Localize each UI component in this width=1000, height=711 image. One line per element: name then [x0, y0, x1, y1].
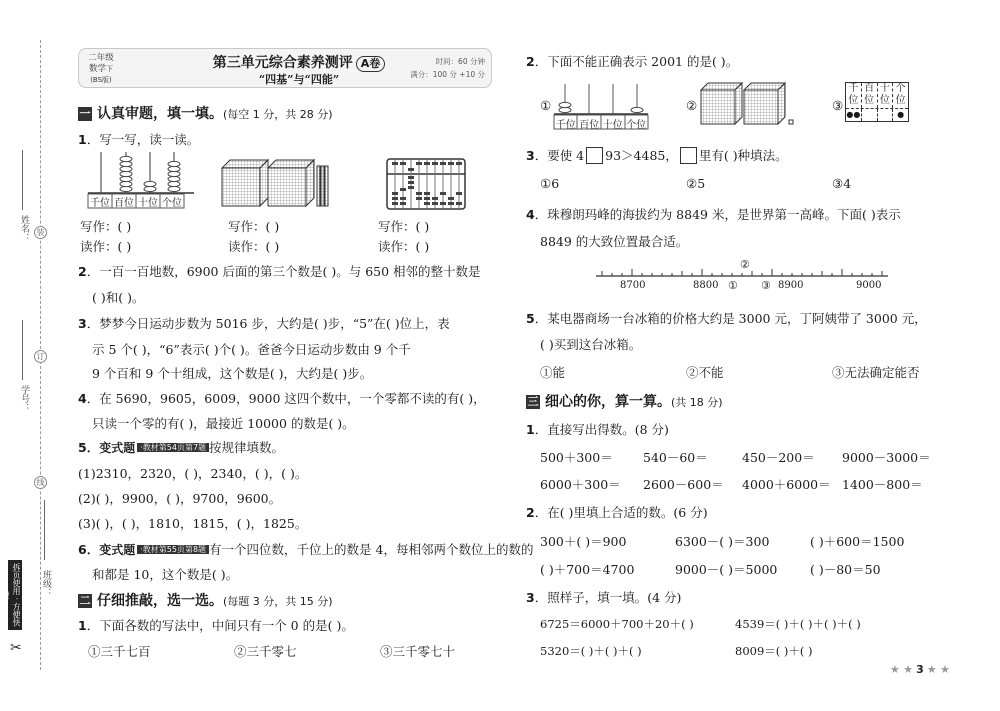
usage-stamp: 拆页使用 · 方便快捷 — [8, 560, 22, 630]
q1-5-row2: (2)( )，9900，( )，9700，9600。 — [78, 491, 282, 506]
subject: 数学 — [88, 64, 106, 74]
answer-box[interactable] — [680, 147, 697, 164]
abacus-label: 百位 — [579, 120, 600, 131]
q2-3-opt3: ③4 — [832, 176, 852, 191]
tick-8900: 8900 — [778, 280, 804, 291]
q-text-pre: ．要使 4 — [534, 148, 585, 163]
time-limit: 时间：60 分钟 — [435, 57, 485, 66]
q1-2-line2: ( )和( )。 — [92, 290, 145, 305]
page-number — [890, 663, 950, 676]
fill-2-3: ( )－80＝50 — [810, 562, 881, 577]
table-head-cell: 百位 — [862, 83, 878, 108]
tag-text: 变式题 — [99, 441, 136, 455]
fill-2-1: ( )＋700＝4700 — [540, 562, 635, 577]
q1-6-line1: 6．变式题 ·教材第55页第8题 有一个四位数，千位上的数是 4，每相邻两个数位上的数的 — [78, 542, 534, 557]
mark-1: ① — [728, 279, 738, 292]
q1-3-line2: 示 5 个( )，“6”表示( )个( )。爸爸今日运动步数由 9 个千 — [92, 342, 411, 357]
tag-source: ·教材第55页第8题 — [137, 545, 209, 554]
q1-6-line2: 和都是 10，这个数是( )。 — [92, 567, 239, 582]
q1-4-line2: 只读一个零的有( )，最接近 10000 的数是( )。 — [92, 416, 355, 431]
q-num: 1 — [526, 422, 535, 437]
q-num: 1 — [78, 132, 87, 147]
q-text: ．珠穆朗玛峰的海拔约为 8849 米，是世界第一高峰。下面( )表示 — [534, 207, 901, 222]
q-text: 有一个四位数，千位上的数是 4，每相邻两个数位上的数的 — [209, 542, 534, 557]
q2-5-line1 — [526, 309, 927, 327]
expand-1-2: 4539＝( )＋( )＋( )＋( ) — [735, 617, 861, 631]
q2-5-opt1: ①能 — [540, 365, 566, 380]
q3-2 — [526, 503, 708, 521]
section-1-title: 认真审题，填一填。 — [97, 106, 223, 122]
volume: 下 — [106, 65, 113, 73]
q-text: ．直接写出得数。(8 分) — [534, 422, 669, 437]
calc-2-1: 6000＋300＝ — [540, 477, 621, 492]
base-ten-blocks-figure — [220, 158, 330, 210]
tick-9000: 9000 — [856, 280, 882, 291]
q-num: 3 — [526, 148, 535, 163]
q-text: ．在( )里填上合适的数。(6 分) — [534, 505, 708, 520]
q2-5-opt3: ③无法确定能否 — [832, 365, 920, 380]
calc-2-3: 4000＋6000＝ — [742, 477, 831, 492]
q2-2 — [526, 52, 738, 70]
table-head-cell: 个位 — [895, 83, 906, 106]
section-1-heading — [78, 103, 333, 123]
id-label: 学号： — [19, 385, 29, 412]
q2-4-line2: 8849 的大致位置最合适。 — [540, 234, 689, 249]
calc-1-4: 9000－3000＝ — [842, 450, 931, 465]
bind-circle-1: 装 — [34, 226, 47, 239]
q-text: ．写一写，读一读。 — [86, 132, 200, 147]
variant-tag — [99, 439, 209, 456]
write-2: 写作：( ) — [228, 219, 280, 234]
star-icon: ★ ★ — [926, 663, 950, 676]
abacus-label: 十位 — [138, 198, 158, 209]
edition-text: (BS版) — [90, 76, 112, 84]
id-line — [22, 320, 23, 380]
answer-box[interactable] — [586, 147, 603, 164]
name-line — [22, 150, 23, 210]
table-head-cell: 千位 — [846, 83, 862, 108]
calc-1-1: 500＋300＝ — [540, 450, 613, 465]
q-num: 5 — [526, 311, 535, 326]
abacus-label: 个位 — [626, 120, 647, 131]
table-head-cell: 十位 — [878, 83, 894, 108]
tag-source: ·教材第54页第7题 — [137, 443, 209, 452]
q-num: 5 — [78, 440, 87, 455]
version-badge: A卷 — [356, 56, 386, 72]
star-icon: ★ ★ — [889, 663, 914, 676]
q3-3 — [526, 588, 681, 606]
q-num: 3 — [78, 316, 87, 331]
q2-1-opt1: ①三千七百 — [88, 644, 151, 659]
option3-place-table — [845, 82, 909, 122]
fill-1-3: ( )＋600＝1500 — [810, 534, 905, 549]
q-text: 按规律填数。 — [209, 440, 285, 455]
option2-blocks-figure — [700, 82, 796, 128]
q1-3-line1 — [78, 314, 450, 332]
tick-8800: 8800 — [693, 280, 719, 291]
q2-1 — [78, 616, 354, 634]
section-2-title: 仔细推敲，选一选。 — [97, 593, 223, 609]
full-score: 满分：100 分 +10 分 — [410, 70, 485, 79]
q2-2-opt3-label: ③ — [832, 98, 844, 113]
q-num: 2 — [78, 264, 87, 279]
bead-dot-icon: ● — [897, 110, 905, 119]
q1-4-line1 — [78, 389, 486, 407]
q-text-post: 里有( )种填法。 — [698, 148, 788, 163]
bind-circle-3: 线 — [34, 476, 47, 489]
q-text: ．照样子，填一填。(4 分) — [534, 590, 682, 605]
q2-4-line1 — [526, 205, 901, 223]
q2-5-line2: ( )买到这台冰箱。 — [540, 337, 642, 352]
q2-1-opt3: ③三千零七十 — [380, 644, 456, 659]
section-2-note: (每题 3 分，共 15 分) — [223, 595, 333, 608]
read-2: 读作：( ) — [228, 239, 280, 254]
fill-1-2: 6300－( )＝300 — [675, 534, 770, 549]
class-line — [44, 500, 45, 560]
q-text: ．下面不能正确表示 2001 的是( )。 — [534, 54, 739, 69]
q1-1 — [78, 130, 199, 148]
table-beads — [846, 109, 908, 121]
section-3-heading — [526, 391, 723, 411]
section-1-note: (每空 1 分，共 28 分) — [223, 108, 333, 121]
fill-2-2: 9000－( )＝5000 — [675, 562, 778, 577]
q-num: 4 — [526, 207, 535, 222]
table-head — [846, 83, 908, 109]
q1-5-row1: (1)2310，2320，( )，2340，( )，( )。 — [78, 466, 308, 481]
q1-5-row3: (3)( )，( )，1810，1815，( )，1825。 — [78, 516, 308, 531]
q-num: 3 — [526, 590, 535, 605]
class-label: 班级： — [41, 570, 51, 597]
calc-2-4: 1400－800＝ — [842, 477, 923, 492]
option1-abacus-labels — [554, 116, 648, 131]
mark-2: ② — [740, 258, 750, 271]
q-text: ．在 5690，9605，6009，9000 这四个数中，一个零都不读的有( )， — [86, 391, 486, 406]
q-text: ．下面各数的写法中，中间只有一个 0 的是( )。 — [86, 618, 354, 633]
tick-8700: 8700 — [620, 280, 646, 291]
fill-1-1: 300＋( )＝900 — [540, 534, 627, 549]
binding-margin — [0, 0, 72, 711]
mark-3: ③ — [761, 279, 771, 292]
calc-2-2: 2600－600＝ — [643, 477, 724, 492]
q-text: ．某电器商场一台冰箱的价格大约是 3000 元，丁阿姨带了 3000 元， — [534, 311, 927, 326]
q1-3-line3: 9 个百和 9 个十组成，这个数是( )，大约是( )步。 — [92, 366, 373, 381]
tag-text: 变式题 — [99, 543, 136, 557]
q-text: ．梦梦今日运动步数为 5016 步，大约是( )步，“5”在( )位上，表 — [86, 316, 450, 331]
abacus-figure — [386, 158, 466, 210]
bind-circle-2: 订 — [34, 350, 47, 363]
section-1-number: 一 — [79, 107, 91, 120]
q-num: 2 — [526, 54, 535, 69]
read-1: 读作：( ) — [80, 239, 132, 254]
section-3-title: 细心的你，算一算。 — [545, 394, 671, 410]
q-text-mid: 93＞4485， — [605, 148, 678, 163]
grade-block — [83, 53, 119, 86]
section-3-number: 三 — [527, 395, 539, 408]
grade-text: 二年级 — [88, 53, 114, 63]
subject-text — [83, 64, 119, 75]
test-header — [78, 48, 492, 88]
q1-5-heading: 5．变式题 ·教材第54页第7题 按规律填数。 — [78, 440, 285, 455]
abacus-label: 十位 — [602, 120, 623, 131]
write-1: 写作：( ) — [80, 219, 132, 234]
expand-1-1: 6725＝6000＋700＋20＋( ) — [540, 617, 694, 631]
test-title — [199, 52, 399, 72]
q2-2-opt1-label: ① — [540, 98, 552, 113]
write-3: 写作：( ) — [378, 219, 430, 234]
scissors-icon: ✂ — [10, 640, 22, 656]
expand-2-1: 5320＝( )＋( )＋( ) — [540, 644, 642, 658]
abacus-label: 千位 — [555, 120, 576, 131]
calc-1-3: 450－200＝ — [742, 450, 815, 465]
abacus-labels-1 — [88, 194, 184, 209]
q-num: 6 — [78, 542, 87, 557]
q-num: 2 — [526, 505, 535, 520]
q-num: 1 — [78, 618, 87, 633]
read-3: 读作：( ) — [378, 239, 430, 254]
section-2-heading — [78, 590, 333, 610]
abacus-label: 个位 — [162, 198, 182, 209]
expand-2-2: 8009＝( )＋( ) — [735, 644, 813, 658]
test-meta — [410, 55, 485, 81]
q1-2-line1 — [78, 262, 481, 280]
calc-1-2: 540－60＝ — [643, 450, 708, 465]
section-2-number: 二 — [79, 594, 91, 607]
q2-3-opt1: ①6 — [540, 176, 560, 191]
q2-3-opt2: ②5 — [686, 176, 706, 191]
name-label: 姓名： — [19, 215, 29, 242]
q2-2-opt2-label: ② — [686, 98, 698, 113]
q3-1 — [526, 420, 669, 438]
variant-tag — [99, 541, 209, 558]
q2-5-opt2: ②不能 — [686, 365, 724, 380]
bead-dot-icon: ●● — [846, 110, 861, 119]
section-3-note: (共 18 分) — [671, 396, 723, 409]
q-text: ．一百一百地数，6900 后面的第三个数是( )。与 650 相邻的整十数是 — [86, 264, 481, 279]
page-number-text: 3 — [916, 663, 924, 676]
test-subtitle: “四基”与“四能” — [258, 73, 340, 86]
title-text: 第三单元综合素养测评 — [212, 55, 353, 71]
q-num: 4 — [78, 391, 87, 406]
q2-1-opt2: ②三千零七 — [234, 644, 297, 659]
abacus-label: 百位 — [114, 198, 134, 209]
abacus-label: 千位 — [90, 198, 110, 209]
q2-3 — [526, 146, 788, 164]
